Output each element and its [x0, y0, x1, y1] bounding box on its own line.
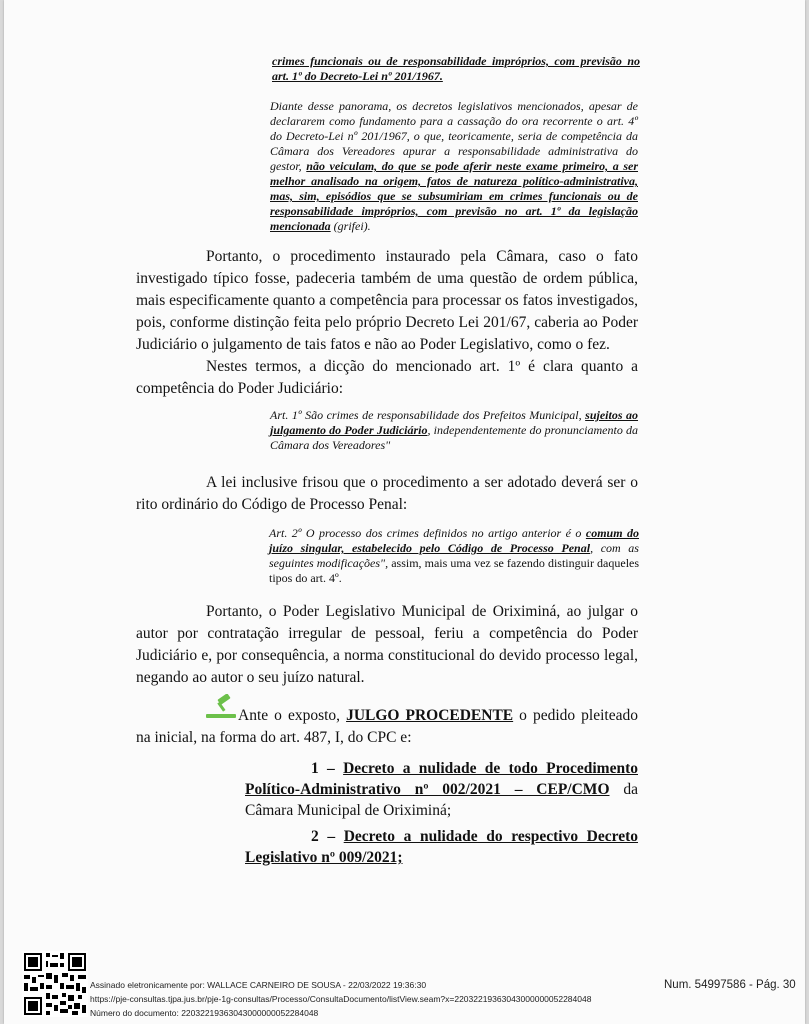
item-number: 2 – [311, 828, 336, 845]
quote-underlined-text: sujeitos ao julgamento do Poder Judiciário [270, 408, 639, 437]
document-page [4, 0, 805, 1024]
list-item-2 [245, 826, 638, 868]
page-number: Num. 54997586 - Pág. 30 [664, 979, 796, 991]
document-url[interactable]: https://pje-consultas.tjpa.jus.br/pje-1g-consultas/Processo/ConsultaDocumento/listView.seam?x=22032219363043000000052284048 [90, 994, 592, 1004]
item-text: da Câmara Municipal de Oriximiná; [245, 781, 638, 819]
item-number: 1 – [311, 760, 335, 777]
quote-underlined-text: não veiculam, do que se pode aferir neste exame primeiro, a ser melhor analisado na origem, fatos de natureza político-administrativa, mas, sim, episódios que se subsumiriam em crimes funcionais ou de responsabilidade impróprios, com previsão no art. 1º da legislação mencionada [270, 159, 639, 233]
quote-text: Art. 2º O processo dos crimes definidos no artigo anterior é o [269, 526, 582, 540]
document-number: Número do documento: 22032219363043000000052284048 [90, 1008, 319, 1018]
quote-underlined-text: crimes funcionais ou de responsabilidade impróprios, com previsão no art. 1º do Decreto-Lei nº 201/1967. [272, 54, 640, 83]
paragraph-3: A lei inclusive frisou que o procedimento a ser adotado deverá ser o rito ordinário do Código de Processo Penal: [136, 474, 638, 513]
paragraph-text: o pedido pleiteado na inicial, na forma do art. 487, I, do CPC e: [136, 707, 638, 746]
quote-block-1 [270, 99, 638, 234]
paragraph-text: Ante o exposto, [238, 707, 341, 724]
quote-text: , com as seguintes modificações", [269, 541, 639, 570]
paragraph-2: Nestes termos, a dicção do mencionado art. 1º é clara quanto a competência do Poder Judiciário: [136, 358, 638, 397]
quote-block-2 [270, 408, 638, 453]
quote-text: , independentemente do pronunciamento da Câmara dos Vereadores" [270, 423, 638, 452]
quote-block-3 [269, 526, 639, 586]
quote-text: Diante desse panorama, os decretos legislativos mencionados, apesar de declararem como fundamento para a cassação do ora recorrente o art. 4º do Decreto-Lei nº 201/1967, o que, teoricamente, seria de competência da Câmara dos Vereadores apurar a responsabilidade administrativa do gestor, [270, 99, 638, 173]
paragraph-5 [136, 705, 638, 749]
list-item-1 [245, 758, 638, 821]
paragraph-4: Portanto, o Poder Legislativo Municipal de Oriximiná, ao julgar o autor por contratação irregular de pessoal, feriu a competência do Poder Judiciário e, por consequência, a norma constitucional do devido processo legal, negando ao autor o seu juízo natural. [136, 603, 638, 686]
quote-text: (grifei). [333, 219, 371, 233]
quote-continuation [272, 54, 640, 84]
item-bold-text: Decreto a nulidade de todo Procedimento Político-Administrativo nº 002/2021 – CEP/CMO [245, 760, 638, 798]
quote-text: assim, mais uma vez se fazendo distinguir daqueles tipos do art. 4º. [269, 556, 640, 585]
qr-code [22, 951, 88, 1017]
paragraph-1: Portanto, o procedimento instaurado pela Câmara, caso o fato investigado típico fosse, padeceria também de uma questão de ordem pública, mais especificamente quanto a competência para processar os fatos investigados, pois, conforme distinção feita pelo próprio Decreto Lei 201/67, caberia ao Poder Judiciário o julgamento de tais fatos e não ao Poder Legislativo, como o fez. [136, 248, 638, 353]
signed-by-text: Assinado eletronicamente por: WALLACE CARNEIRO DE SOUSA - 22/03/2022 19:36:30 [90, 980, 427, 990]
item-bold-text: Decreto a nulidade do respectivo Decreto Legislativo nº 009/2021; [245, 828, 639, 866]
signature-footer [90, 978, 591, 1020]
quote-underlined-text: comum do juízo singular, estabelecido pelo Código de Processo Penal [269, 526, 639, 555]
quote-text: Art. 1º São crimes de responsabilidade dos Prefeitos Municipal, [270, 408, 582, 422]
judgment-text: JULGO PROCEDENTE [346, 707, 514, 724]
